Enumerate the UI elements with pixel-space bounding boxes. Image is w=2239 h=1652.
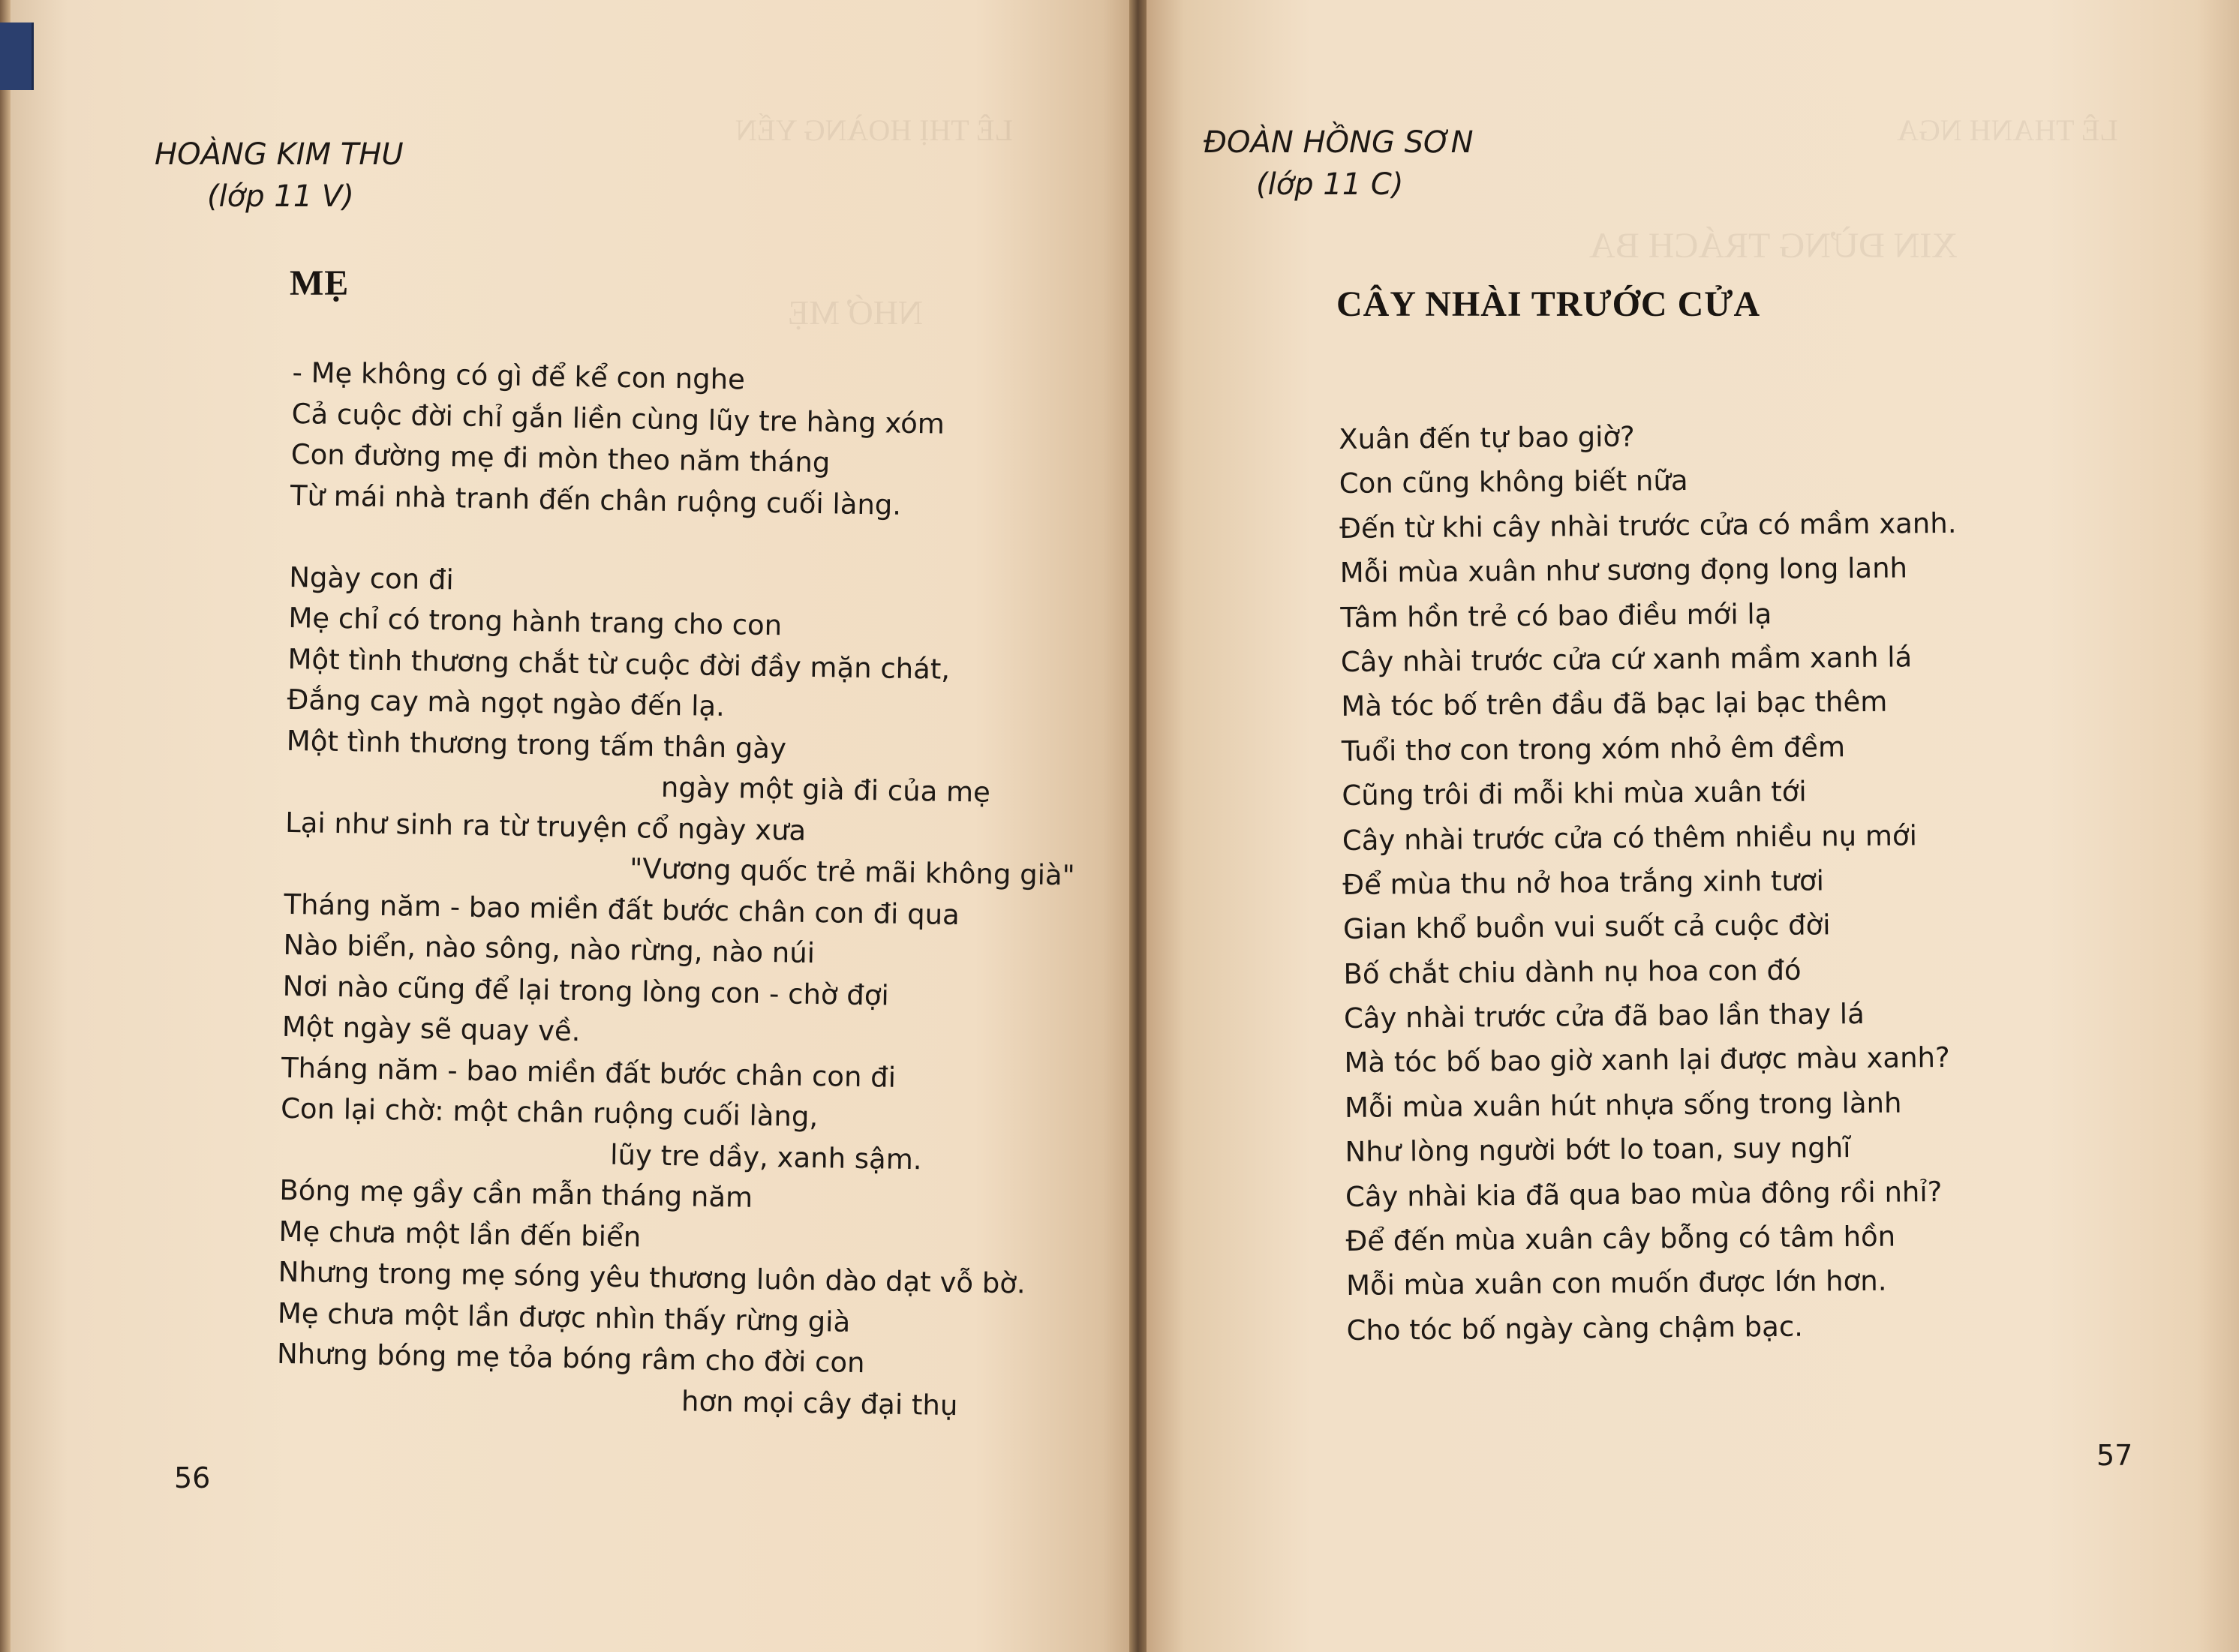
show-through-text: LÊ THỊ HOÀNG YẾN	[735, 113, 1013, 147]
right-poem-title: CÂY NHÀI TRƯỚC CỬA	[1336, 284, 1761, 324]
poem-line: Bóng mẹ gầy cần mẫn tháng năm	[279, 1173, 753, 1214]
poem-line: Mỗi mùa xuân hút nhựa sống trong lành	[1344, 1086, 1902, 1124]
poem-line: Đắng cay mà ngọt ngào đến lạ.	[287, 683, 726, 723]
poem-line: Mẹ chỉ có trong hành trang cho con	[288, 601, 783, 642]
poem-line: Nhưng bóng mẹ tỏa bóng râm cho đời con	[276, 1337, 865, 1380]
left-poem-title: MẸ	[290, 263, 350, 303]
poem-line: Con đường mẹ đi mòn theo năm tháng	[290, 437, 831, 479]
poem-line: lũy tre dầy, xanh sậm.	[609, 1138, 922, 1176]
poem-line: - Mẹ không có gì để kể con nghe	[292, 356, 746, 396]
poem-line: Nơi nào cũng để lại trong lòng con - chờ đợi	[282, 969, 890, 1012]
poem-line: Cây nhài kia đã qua bao mùa đông rồi nhỉ?	[1345, 1175, 1943, 1213]
poem-line: ngày một già đi của mẹ	[660, 770, 991, 809]
left-author-class: (lớp 11 V)	[207, 179, 354, 214]
poem-line: Mà tóc bố trên đầu đã bạc lại bạc thêm	[1341, 685, 1888, 723]
book-gutter	[1129, 0, 1147, 1652]
right-author-name: ĐOÀN HỒNG SƠN	[1204, 125, 1474, 160]
poem-line: Ngày con đi	[288, 560, 455, 596]
left-poem-body	[276, 353, 1080, 1428]
left-page-edge	[0, 0, 11, 1652]
poem-line: Một tình thương chắt từ cuộc đời đầy mặn chát,	[287, 642, 951, 686]
poem-line: Mẹ chưa một lần đến biển	[278, 1215, 642, 1253]
poem-line: Mẹ chưa một lần được nhìn thấy rừng già	[277, 1296, 851, 1338]
poem-line: Để đến mùa xuân cây bỗng có tâm hồn	[1345, 1220, 1896, 1257]
poem-line: Cây nhài trước cửa cứ xanh mầm xanh lá	[1340, 641, 1913, 678]
right-poem-body	[1339, 410, 2097, 1353]
poem-line: Từ mái nhà tranh đến chân ruộng cuối làng.	[290, 479, 902, 521]
poem-line: Cả cuộc đời chỉ gắn liền cùng lũy tre hàng xóm	[291, 397, 945, 440]
show-through-text: LÊ THANH NGA	[1897, 113, 2118, 147]
left-page-number: 56	[174, 1461, 211, 1494]
poem-line: Tuổi thơ con trong xóm nhỏ êm đềm	[1341, 730, 1846, 767]
poem-line: Cho tóc bố ngày càng chậm bạc.	[1346, 1310, 1804, 1347]
poem-line: Con lại chờ: một chân ruộng cuối làng,	[280, 1092, 819, 1134]
poem-line: Để mùa thu nở hoa trắng xinh tươi	[1342, 864, 1825, 901]
right-author-class: (lớp 11 C)	[1256, 167, 1404, 202]
poem-line: Mỗi mùa xuân như sương đọng long lanh	[1339, 551, 1908, 590]
show-through-text: NHỚ MẸ	[788, 293, 924, 332]
poem-line: Tháng năm - bao miền đất bước chân con đi	[281, 1051, 897, 1094]
poem-line: Con cũng không biết nữa	[1339, 464, 1688, 500]
poem-line: hơn mọi cây đại thụ	[681, 1384, 958, 1422]
poem-line: Cây nhài trước cửa đã bao lần thay lá	[1343, 997, 1865, 1035]
poem-line: "Vương quốc trẻ mãi không già"	[629, 852, 1075, 892]
poem-line: Một ngày sẽ quay về.	[281, 1010, 581, 1048]
poem-line: Mà tóc bố bao giờ xanh lại được màu xanh?	[1344, 1041, 1950, 1080]
poem-line: Tâm hồn trẻ có bao điều mới lạ	[1340, 597, 1772, 634]
poem-line: Bố chắt chiu dành nụ hoa con đó	[1343, 954, 1802, 990]
right-page	[1147, 0, 2239, 1652]
poem-line: Nào biển, nào sông, nào rừng, nào núi	[283, 928, 816, 970]
poem-line: Cũng trôi đi mỗi khi mùa xuân tới	[1342, 775, 1807, 812]
poem-line: Như lòng người bớt lo toan, suy nghĩ	[1345, 1131, 1851, 1169]
poem-line: Tháng năm - bao miền đất bước chân con đi qua	[284, 888, 960, 931]
right-page-number: 57	[2096, 1439, 2133, 1472]
poem-line: Cây nhài trước cửa có thêm nhiều nụ mới	[1342, 818, 1918, 857]
poem-line: Gian khổ buồn vui suốt cả cuộc đời	[1342, 909, 1831, 946]
poem-line: Lại như sinh ra từ truyện cổ ngày xưa	[284, 806, 807, 847]
poem-line: Xuân đến tự bao giờ?	[1339, 420, 1635, 455]
left-author-name: HOÀNG KIM THU	[155, 137, 404, 172]
bookmark-ribbon	[0, 23, 34, 90]
poem-line: Nhưng trong mẹ sóng yêu thương luôn dào dạt vỗ bờ.	[278, 1255, 1026, 1300]
poem-line: Một tình thương trong tấm thân gày	[286, 724, 787, 764]
poem-line: Đến từ khi cây nhài trước cửa có mầm xanh.	[1339, 506, 1957, 545]
poem-line: Mỗi mùa xuân con muốn được lớn hơn.	[1345, 1265, 1887, 1302]
show-through-text: XIN ĐỪNG TRÁCH BA	[1589, 226, 1958, 266]
